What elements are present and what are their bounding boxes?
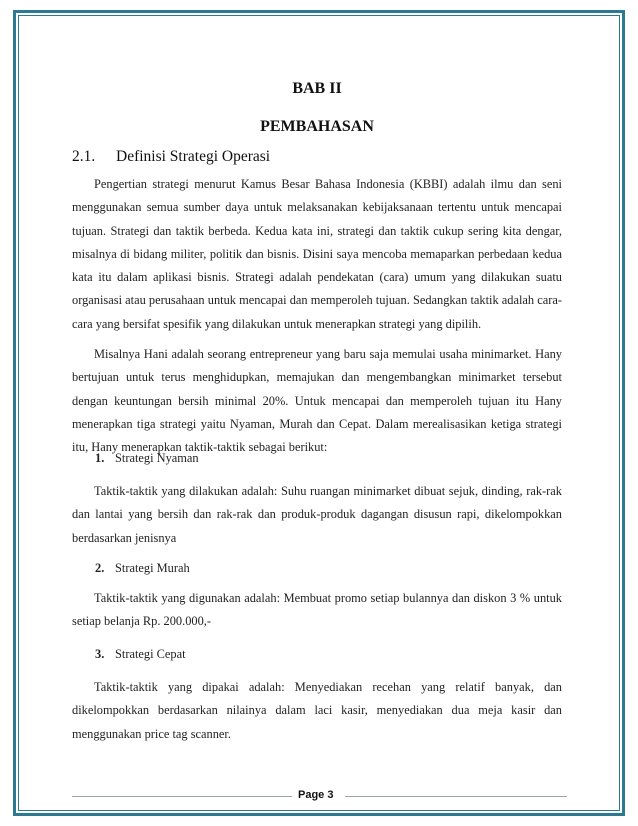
footer-divider-right [345, 796, 567, 797]
list-item-number: 3. [95, 647, 105, 661]
paragraph-definition: Pengertian strategi menurut Kamus Besar Bahasa Indonesia (KBBI) adalah ilmu dan seni menggunakan semua sumber daya untuk melaksanakan kebijaksanaan tertentu untuk mencapai tujuan. Strategi dan taktik berbeda. Kedua kata ini, strategi dan taktik cukup sering kita dengar, misalnya di bidang militer, politik dan bisnis. Disini saya mencoba memaparkan perbedaan kedua kata itu dalam aplikasi bisnis. Strategi adalah pendekatan (cara) umum yang dilakukan suatu organisasi atau perusahaan untuk mencapai dan memperoleh tujuan. Sedangkan taktik adalah cara-cara yang bersifat spesifik yang dilakukan untuk menerapkan strategi yang dipilih. [72, 177, 562, 331]
section-number: 2.1. [72, 148, 96, 165]
section-title: Definisi Strategi Operasi [116, 148, 271, 165]
list-item-label: Strategi Murah [115, 561, 190, 575]
list-item-strategy-1 [95, 451, 199, 466]
list-item-label: Strategi Cepat [115, 647, 186, 661]
paragraph-tactics-3: Taktik-taktik yang dipakai adalah: Menyediakan recehan yang relatif banyak, dan dikelompokkan berdasarkan nilainya dalam laci kasir, menyediakan dua meja kasir dan menggunakan price tag scanner. [72, 680, 562, 741]
paragraph-tactics-2: Taktik-taktik yang digunakan adalah: Membuat promo setiap bulannya dan diskon 3 % untuk setiap belanja Rp. 200.000,- [72, 591, 562, 629]
paragraph-example: Misalnya Hani adalah seorang entrepreneur yang baru saja memulai usaha minimarket. Hany bertujuan untuk terus menghidupkan, memajukan dan mengembangkan minimarket tersebut dengan keuntungan bersih minimal 20%. Untuk mencapai dan memperoleh tujuan itu Hany menerapkan tiga strategi yaitu Nyaman, Murah dan Cepat. Dalam merealisasikan ketiga strategi itu, Hany menerapkan taktik-taktik sebagai berikut: [72, 347, 562, 455]
chapter-title: PEMBAHASAN [260, 118, 374, 135]
paragraph-tactics-1: Taktik-taktik yang dilakukan adalah: Suhu ruangan minimarket dibuat sejuk, dinding, rak-rak dan lantai yang bersih dan rak-rak dan produk-produk dagangan disusun rapi, dikelompokkan berdasarkan jenisnya [72, 484, 562, 545]
list-item-strategy-2 [95, 561, 190, 576]
chapter-number: BAB II [292, 80, 342, 97]
list-item-label: Strategi Nyaman [115, 451, 199, 465]
page-number: Page 3 [298, 789, 334, 801]
list-item-strategy-3 [95, 647, 186, 662]
list-item-number: 2. [95, 561, 105, 575]
list-item-number: 1. [95, 451, 105, 465]
section-heading [72, 148, 270, 166]
footer-divider-left [72, 796, 292, 797]
